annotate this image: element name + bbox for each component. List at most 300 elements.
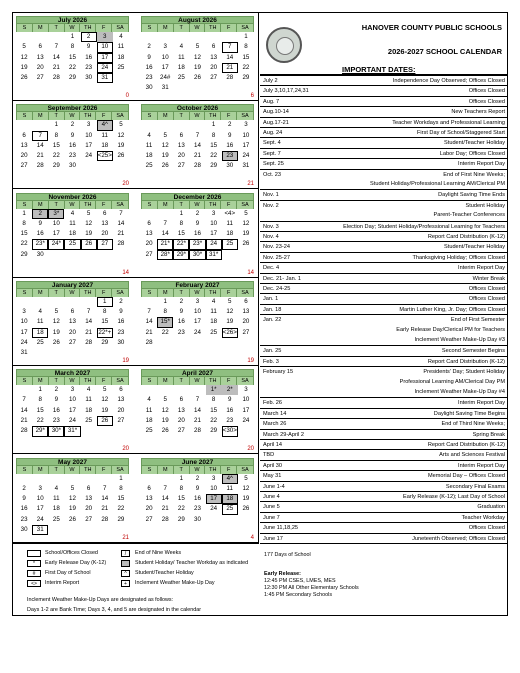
day-cell: 11 <box>226 219 233 227</box>
day-cell: 16 <box>117 318 125 326</box>
day-cell: 20 <box>85 505 93 513</box>
day-cell: 15 <box>210 141 218 149</box>
month-calendar <box>16 281 129 363</box>
event-date: Feb. 26 <box>263 400 282 407</box>
day-cell: 2 <box>22 484 26 492</box>
day-cell: 29 <box>242 74 250 82</box>
day-cell: 16 <box>226 406 234 414</box>
day-cell: 10 <box>85 131 93 139</box>
day-cell <box>157 120 173 130</box>
day-grid <box>16 474 129 536</box>
legend-closed-box <box>27 550 41 557</box>
day-cell <box>206 32 222 42</box>
day-cell: 17 <box>210 230 218 238</box>
calendar-row <box>13 455 259 543</box>
day-cell: 18 <box>222 494 238 504</box>
day-cell: 9 <box>54 396 59 404</box>
event-date: March 26 <box>263 421 287 428</box>
day-cell <box>48 474 64 484</box>
day-cell: 11 <box>145 141 153 149</box>
day-cell: 30 <box>226 162 234 170</box>
weekday-header <box>16 24 129 32</box>
weekday-label: TH <box>205 466 221 474</box>
day-cell <box>97 474 113 484</box>
day-cell: 20 <box>177 152 185 160</box>
day-cell: 31 <box>20 349 28 357</box>
day-cell: 8 <box>179 219 184 227</box>
day-cell: 7 <box>119 209 123 217</box>
day-cell: 5 <box>195 43 200 51</box>
weekday-label: W <box>65 24 81 32</box>
day-cell: 11 <box>36 318 44 326</box>
event-date: TBD <box>263 452 275 459</box>
event-description: Juneteenth Observed; Offices Closed <box>412 535 505 542</box>
day-cell: 25 <box>64 239 80 249</box>
day-cell: 3 <box>163 43 167 51</box>
day-cell: 4 <box>179 43 184 51</box>
weekday-header <box>16 112 129 120</box>
day-grid <box>16 385 129 436</box>
month-calendar <box>141 193 254 275</box>
weekday-label: T <box>174 24 190 32</box>
day-cell: <26> <box>222 328 238 338</box>
day-cell: 16 <box>194 495 201 503</box>
event-description: Election Day; Student Holiday/Professional Learning for Teachers <box>343 223 505 230</box>
day-cell: 30 <box>36 250 44 258</box>
day-cell: 8 <box>211 396 216 404</box>
day-cell: 13 <box>145 230 153 238</box>
day-cell: 24 <box>36 515 44 523</box>
event-date: Sept. 7 <box>263 150 281 157</box>
event-description: Daylight Saving Time Ends <box>438 192 505 199</box>
weekday-label: SA <box>241 113 249 120</box>
legend-holiday: Student Holiday/ Teacher Workday as indicated <box>135 560 249 566</box>
day-cell: 24 <box>210 505 218 513</box>
weekday-label: M <box>33 201 49 209</box>
month-title: October 2026 <box>141 104 254 112</box>
weekday-header <box>141 377 254 385</box>
day-cell: 16 <box>194 230 201 238</box>
weekday-label: W <box>190 201 206 209</box>
day-cell: 26 <box>97 416 113 426</box>
legend-note-1: Inclement Weather Make-Up Days are designated as follows: <box>27 597 174 603</box>
day-cell: 28 <box>52 74 60 82</box>
day-cell: 12 <box>52 318 60 326</box>
day-cell: 29 <box>52 162 60 170</box>
day-cell: 18 <box>145 417 153 425</box>
event-row <box>260 345 508 355</box>
day-cell: 20 <box>145 505 153 513</box>
legend-makeup-box: + <box>121 580 130 587</box>
day-cell: 22*+ <box>97 328 113 338</box>
event-row <box>260 85 508 95</box>
day-cell: 9 <box>195 219 200 227</box>
weekday-label: M <box>158 466 174 474</box>
day-cell: 27 <box>85 515 93 523</box>
day-cell: 3 <box>22 308 26 316</box>
day-cell: 22 <box>210 417 218 425</box>
weekday-label: T <box>49 201 65 209</box>
day-cell <box>16 474 32 484</box>
day-cell: 14 <box>52 53 60 61</box>
day-cell: 7 <box>222 42 238 52</box>
calendar-row <box>13 190 259 278</box>
day-grid <box>16 297 129 359</box>
school-day-count: 4 <box>250 534 254 541</box>
day-cell: 18 <box>177 63 185 71</box>
day-cell: 22 <box>36 417 44 425</box>
day-cell: 4 <box>70 209 75 217</box>
day-cell: 17 <box>194 318 201 326</box>
day-cell: 1 <box>179 474 184 482</box>
day-cell: 28 <box>226 74 234 82</box>
day-cell: 11 <box>226 484 233 492</box>
weekday-label: TH <box>80 24 96 32</box>
weekday-label: SA <box>116 113 124 120</box>
event-description: Offices Closed <box>468 296 505 303</box>
month-title: August 2026 <box>141 16 254 24</box>
weekday-label: M <box>158 24 174 32</box>
weekday-label: W <box>190 24 206 32</box>
day-cell: 24 <box>85 152 93 160</box>
day-cell: 16 <box>20 505 28 513</box>
event-date: Dec. 4 <box>263 265 280 272</box>
month-title: June 2027 <box>141 458 254 466</box>
month-title: September 2026 <box>16 104 129 112</box>
day-cell: 19 <box>161 417 169 425</box>
weekday-label: F <box>96 289 112 297</box>
weekday-label: TH <box>80 112 96 120</box>
day-cell: 26 <box>242 505 250 513</box>
day-cell: 12 <box>117 131 125 139</box>
day-cell: 4^ <box>97 120 113 130</box>
event-description: Student/Teacher Holiday <box>444 244 505 251</box>
event-description: Student Holiday/Professional Learning AM/Clerical PM <box>370 181 505 187</box>
day-cell: 2 <box>32 209 48 219</box>
event-date: July 3,10,17,24,31 <box>263 88 309 95</box>
day-cell: 11 <box>210 308 217 316</box>
day-cell <box>206 338 222 348</box>
day-cell <box>64 297 80 307</box>
day-cell: 8 <box>211 131 216 139</box>
event-row <box>260 189 508 199</box>
weekday-label: M <box>33 377 49 385</box>
day-cell: 18 <box>32 328 48 338</box>
early-release-line-2: 12:30 PM All Other Elementary Schools <box>264 585 359 591</box>
day-cell: 2 <box>147 43 151 51</box>
day-cell: 24 <box>194 328 201 336</box>
day-cell: 21 <box>145 328 153 336</box>
day-cell: 17 <box>69 406 76 414</box>
day-cell: 10 <box>20 318 28 326</box>
event-description: Interim Report Day <box>458 265 505 272</box>
day-cell: 26 <box>20 74 28 82</box>
day-cell: 9 <box>86 43 91 51</box>
day-cell: 5 <box>244 474 248 482</box>
day-cell: 20 <box>20 152 28 160</box>
event-row <box>260 252 508 262</box>
day-cell: 22 <box>52 152 60 160</box>
weekday-label: T <box>174 201 190 209</box>
day-cell: 28 <box>20 427 28 435</box>
day-cell: 4 <box>211 297 216 305</box>
event-date: Jan. 18 <box>263 306 282 313</box>
day-cell <box>97 426 113 436</box>
day-cell: 10 <box>69 396 76 404</box>
early-release-title: Early Release: <box>264 571 301 577</box>
day-cell <box>173 32 189 42</box>
day-cell: 3 <box>211 474 216 482</box>
day-grid <box>16 120 129 171</box>
day-cell: 30 <box>85 74 93 82</box>
weekday-header <box>16 289 129 297</box>
event-row <box>260 96 508 106</box>
event-date: June 5 <box>263 504 280 511</box>
day-cell: 29 <box>101 339 109 347</box>
day-cell: 1 <box>54 121 59 129</box>
day-cell: 29 <box>210 427 218 435</box>
weekday-label: S <box>17 112 33 120</box>
event-description: Report Card Distribution (K-12) <box>427 234 505 240</box>
school-day-count: 0 <box>125 93 129 99</box>
weekday-label: T <box>49 377 65 385</box>
event-row <box>260 127 508 137</box>
event-description: Offices Closed <box>468 98 505 105</box>
day-cell: 9 <box>70 131 75 139</box>
day-cell: 7 <box>32 131 48 141</box>
day-cell: 29 <box>117 515 125 523</box>
day-cell: 20 <box>69 328 76 336</box>
event-description: Parent-Teacher Conferences <box>433 212 505 219</box>
weekday-label: W <box>65 201 81 209</box>
weekday-label: T <box>174 377 190 385</box>
weekday-label: W <box>190 289 206 297</box>
day-cell: 15 <box>242 53 250 61</box>
day-cell: 20 <box>177 417 185 425</box>
weekday-header <box>16 201 129 209</box>
legend-ninew-box: / <box>121 550 130 557</box>
day-cell: 19 <box>85 230 93 238</box>
day-cell: 18 <box>210 318 218 326</box>
day-cell <box>141 297 157 307</box>
weekday-label: W <box>65 466 81 474</box>
day-cell <box>173 338 189 348</box>
event-date: Dec. 24-25 <box>263 286 291 292</box>
day-cell: 27 <box>242 328 250 336</box>
day-grid <box>141 385 254 436</box>
day-cell: 11 <box>117 43 125 51</box>
event-date: Nov. 2 <box>263 202 279 209</box>
day-cell <box>238 250 254 260</box>
month-calendar <box>16 458 129 540</box>
school-day-count: 14 <box>247 269 254 276</box>
day-cell: 15 <box>177 495 185 503</box>
day-cell: 24 <box>97 63 113 73</box>
day-cell: 23 <box>222 151 238 161</box>
day-cell: 7 <box>163 219 167 227</box>
weekday-label: M <box>33 24 49 32</box>
event-row <box>260 460 508 470</box>
school-day-count: 6 <box>250 93 254 99</box>
event-description: Spring Break <box>472 431 505 438</box>
day-cell: 17 <box>206 494 222 504</box>
day-cell: 22 <box>117 505 125 513</box>
month-calendar <box>16 369 129 451</box>
weekday-label: T <box>49 466 65 474</box>
event-date: Sept. 4 <box>263 140 281 147</box>
day-cell: 9 <box>195 484 200 492</box>
day-cell <box>238 515 254 525</box>
event-description: Inclement Weather Make-Up Day #3 <box>414 337 505 343</box>
event-description: Winter Break <box>472 275 505 282</box>
day-cell <box>16 32 32 42</box>
day-cell <box>16 297 32 307</box>
day-cell: 6 <box>119 386 123 394</box>
event-description: Martin Luther King, Jr. Day; Offices Closed <box>399 306 505 313</box>
event-row <box>260 231 508 241</box>
day-cell <box>141 32 157 42</box>
weekday-label: TH <box>205 377 221 385</box>
day-cell: 27 <box>97 239 113 249</box>
day-cell: 17 <box>52 230 60 238</box>
day-cell: 28 <box>161 515 169 523</box>
weekday-label: F <box>221 289 237 297</box>
day-cell: 22 <box>20 240 28 248</box>
weekday-header <box>141 466 254 474</box>
day-grid <box>16 209 129 260</box>
day-grid <box>16 32 129 83</box>
day-cell: 10 <box>210 484 218 492</box>
event-row <box>260 169 508 179</box>
day-cell: 8 <box>38 396 42 404</box>
day-cell <box>141 474 157 484</box>
day-cell: 6 <box>244 297 248 305</box>
weekday-label: S <box>17 377 33 385</box>
event-row <box>260 221 508 231</box>
day-cell: 27 <box>20 162 28 170</box>
day-cell: 8 <box>179 484 184 492</box>
footer-info <box>260 543 508 617</box>
day-grid <box>141 297 254 348</box>
day-cell <box>206 515 222 525</box>
day-cell: 5 <box>103 386 107 394</box>
day-cell: 3 <box>211 209 216 217</box>
weekday-label: S <box>142 466 158 474</box>
event-row <box>260 241 508 251</box>
day-cell: 14 <box>117 219 125 227</box>
day-cell: 5 <box>54 308 59 316</box>
day-cell: 24 <box>206 239 222 249</box>
day-cell: 8 <box>163 308 167 316</box>
day-cell: 16 <box>85 53 93 61</box>
day-cell <box>222 338 238 348</box>
event-row <box>260 408 508 418</box>
day-cell: 29* <box>173 250 189 260</box>
event-row <box>260 491 508 501</box>
calendar-header <box>260 13 508 75</box>
day-cell: 20 <box>117 406 125 414</box>
day-cell: 9 <box>22 495 26 503</box>
day-cell: 29 <box>69 74 76 82</box>
day-cell <box>157 338 173 348</box>
day-cell: 23 <box>226 417 234 425</box>
event-row <box>260 293 508 303</box>
day-cell: 12 <box>242 219 250 227</box>
weekday-label: T <box>174 289 190 297</box>
legend-note-2: Days 1-2 are Bank Time; Days 3, 4, and 5 are designated in the calendar <box>27 607 202 613</box>
day-cell: 24 <box>20 339 28 347</box>
day-cell: 4 <box>54 484 59 492</box>
event-description: Interim Report Day <box>458 400 505 407</box>
day-cell: 7 <box>195 396 200 404</box>
calendar-page <box>12 12 508 616</box>
day-cell: 2 <box>228 121 232 129</box>
day-cell <box>113 426 129 436</box>
day-cell <box>222 32 238 42</box>
weekday-label: SA <box>241 25 249 31</box>
event-row <box>260 75 508 85</box>
weekday-label: S <box>17 289 33 297</box>
weekday-label: W <box>65 289 81 297</box>
day-cell: 13 <box>242 308 250 316</box>
day-cell: 6 <box>86 484 91 492</box>
day-cell: 10 <box>210 219 218 227</box>
weekday-label: F <box>96 24 112 32</box>
day-cell: 22 <box>210 152 218 160</box>
event-description: Inclement Weather Make-Up Day #4 <box>414 389 505 395</box>
event-date: June 1-4 <box>263 483 285 490</box>
event-date: June 17 <box>263 535 283 542</box>
weekday-label: F <box>96 466 112 474</box>
event-description: Arts and Sciences Festival <box>439 452 505 459</box>
day-cell: 9 <box>147 53 151 61</box>
event-description: Teacher Workday <box>461 514 505 521</box>
event-date: May 31 <box>263 473 282 480</box>
day-cell: 5 <box>22 43 26 51</box>
event-row <box>260 418 508 428</box>
event-date: Nov. 3 <box>263 223 279 230</box>
weekday-label: T <box>174 466 190 474</box>
day-cell: 18 <box>226 230 234 238</box>
weekday-label: M <box>33 112 49 120</box>
event-description: New Teachers Report <box>451 109 505 116</box>
day-cell: 15 <box>101 318 109 326</box>
day-cell <box>157 32 173 42</box>
day-cell <box>97 250 113 260</box>
event-description: End of First Nine Weeks; <box>443 171 505 178</box>
day-cell: 31 <box>161 84 169 92</box>
day-cell: 6 <box>70 308 75 316</box>
event-date: Jan. 22 <box>263 317 282 324</box>
legend-sth-box: ^ <box>121 570 130 577</box>
day-cell: 27 <box>36 74 44 82</box>
day-cell: 2 <box>54 386 59 394</box>
event-description: Professional Learning AM/Clerical Day PM <box>399 378 505 385</box>
day-cell: 14 <box>145 318 153 326</box>
day-cell: 24 <box>242 417 250 425</box>
event-date: February 15 <box>263 369 294 376</box>
day-cell: 11 <box>69 219 76 227</box>
day-cell <box>32 120 48 130</box>
day-cell: 1 <box>244 33 248 40</box>
weekday-label: TH <box>80 466 96 474</box>
weekday-label: F <box>221 201 237 209</box>
day-cell: 1 <box>163 297 167 305</box>
event-description: Daylight Saving Time Begins <box>433 410 505 417</box>
school-day-count: 19 <box>247 357 254 364</box>
day-cell <box>238 338 254 348</box>
day-cell <box>222 515 238 525</box>
